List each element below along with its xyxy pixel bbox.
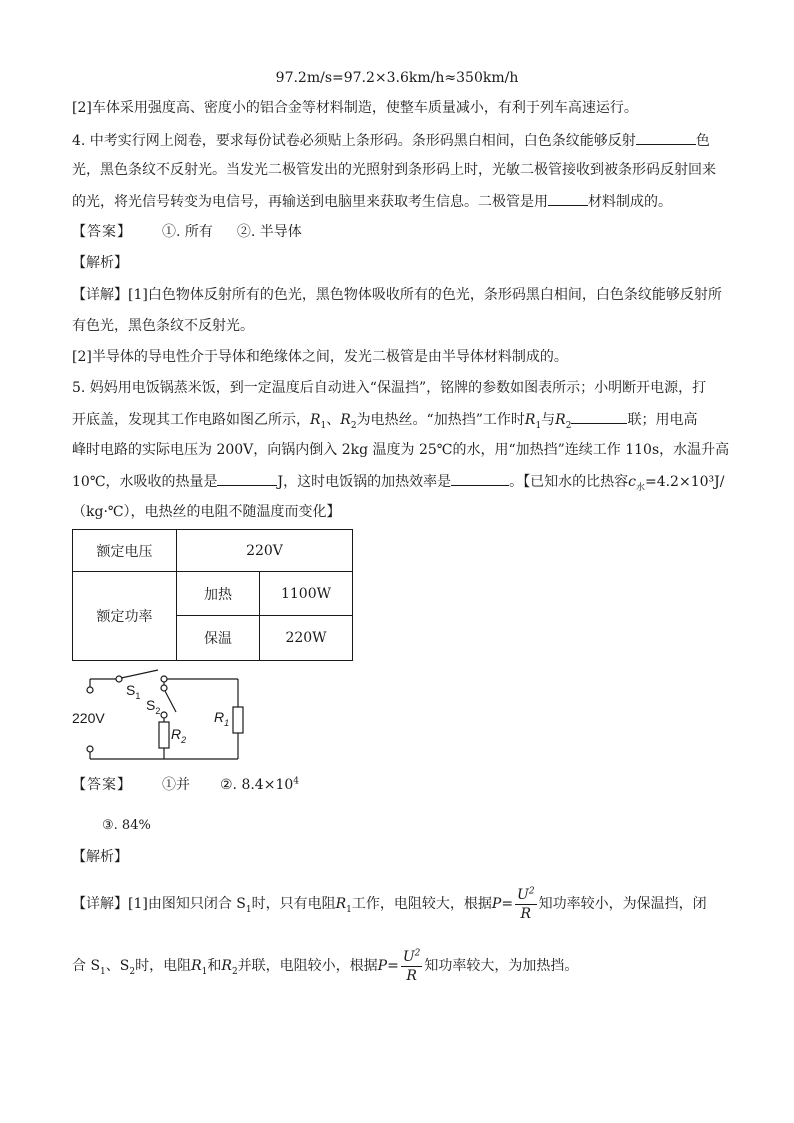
switch-s2-blade	[165, 691, 176, 712]
switch-terminal	[161, 685, 167, 691]
q3-detail-2: [2]车体采用强度高、密度小的铝合金等材料制造，使整车质量减小，有利于列车高速运行。	[72, 100, 638, 116]
switch-terminal	[116, 676, 122, 682]
source-terminal	[87, 687, 93, 693]
q5-stem-2: 开底盖，发现其工作电路如图乙所示，$R_1$、$R_2$为电热丝。“加热挡”工作时$R_1$与$R_2$ 联；用电高	[72, 409, 722, 430]
formula-fraction: $\frac{U^2}{R}$	[402, 947, 421, 984]
q5-analysis-tag: 【解析】	[72, 849, 128, 865]
heat-mode-label: 加热	[177, 572, 260, 616]
keep-warm-label: 保温	[177, 616, 260, 661]
formula-line: 97.2m/s=97.2×3.6km/h≈350km/h	[275, 70, 519, 86]
heat-mode-value: 1100W	[260, 572, 353, 616]
circuit-diagram	[62, 668, 252, 768]
label-s1: $S_1$	[126, 682, 141, 701]
resistor-r1	[233, 707, 243, 733]
resistor-r2	[159, 722, 169, 748]
answer-blank	[548, 191, 588, 206]
label-r1: $R_1$	[214, 709, 230, 728]
q5-stem-3: 峰时电路的实际电压为 200V，向锅内倒入 2kg 温度为 25℃的水，用“加热挡”连续工作 110s，水温升高	[72, 442, 730, 458]
answer-blank	[636, 130, 696, 145]
q4-stem-1: 4. 中考实行网上阅卷，要求每份试卷必须贴上条形码。条形码黑白相间，白色条纹能够反射 色	[72, 130, 722, 151]
switch-terminal	[161, 712, 167, 718]
keep-warm-value: 220W	[260, 616, 353, 661]
q4-stem-2: 光，黑色条纹不反射光。当发光二极管发出的光照射到条形码上时，光敏二极管接收到被条形码反射回来	[72, 162, 716, 178]
q5-stem-5: （kg·℃），电热丝的电阻不随温度而变化】	[72, 504, 341, 520]
answer-blank	[217, 471, 277, 486]
q5-stem-1: 5. 妈妈用电饭锅蒸米饭，到一定温度后自动进入“保温挡”，铭牌的参数如图表所示；小明断开电源，打	[72, 380, 707, 396]
rated-voltage-label: 额定电压	[73, 530, 177, 572]
q4-analysis-tag: 【解析】	[72, 255, 128, 271]
q4-detail-1: 【详解】[1]白色物体反射所有的色光，黑色物体吸收所有的色光，条形码黑白相间，白色条纹能够反射所	[72, 287, 722, 303]
q4-answer: 【答案】 ①. 所有 ②. 半导体	[72, 224, 302, 240]
rated-voltage-value: 220V	[177, 530, 353, 572]
q4-stem-3: 的光，将光信号转变为电信号，再输送到电脑里来获取考生信息。二极管是用 材料制成的。	[72, 191, 722, 212]
label-r2: $R_2$	[171, 726, 187, 745]
rated-power-label: 额定功率	[73, 572, 177, 661]
label-voltage: 220V	[72, 710, 105, 726]
q5-detail-2: 合 $S_1$、$S_2$时，电阻$R_1$和$R_2$并联，电阻较小，根据P= $\frac{U^2}{R}$ 知功率较大，为加热挡。	[72, 947, 579, 984]
q5-answer-3: ③. 84%	[102, 818, 151, 833]
q4-detail-1b: 有色光，黑色条纹不反射光。	[72, 318, 254, 334]
answer-blank	[571, 409, 627, 424]
switch-s1-blade	[121, 670, 158, 678]
answer-blank	[451, 471, 509, 486]
q5-answer: 【答案】 ①并 ②. $8.4\times 10^4$	[72, 776, 299, 793]
source-terminal	[87, 746, 93, 752]
switch-terminal	[161, 676, 167, 682]
nameplate-table	[72, 529, 353, 661]
q5-stem-4: 10℃，水吸收的热量是 J，这时电饭锅的加热效率是 。【已知水的比热容$c_水=4.2\times 10^3J/$	[72, 471, 722, 492]
q4-detail-2: [2]半导体的导电性介于导体和绝缘体之间，发光二极管是由半导体材料制成的。	[72, 349, 568, 365]
formula-fraction: $\frac{U^2}{R}$	[517, 885, 535, 922]
label-s2: $S_2$	[146, 697, 161, 716]
q5-detail-1: 【详解】[1]由图知只闭合 $S_1$时，只有电阻$R_1$工作，电阻较大，根据P= $\frac{U^2}{R}$ 知功率较小，为保温挡，闭	[72, 885, 707, 922]
